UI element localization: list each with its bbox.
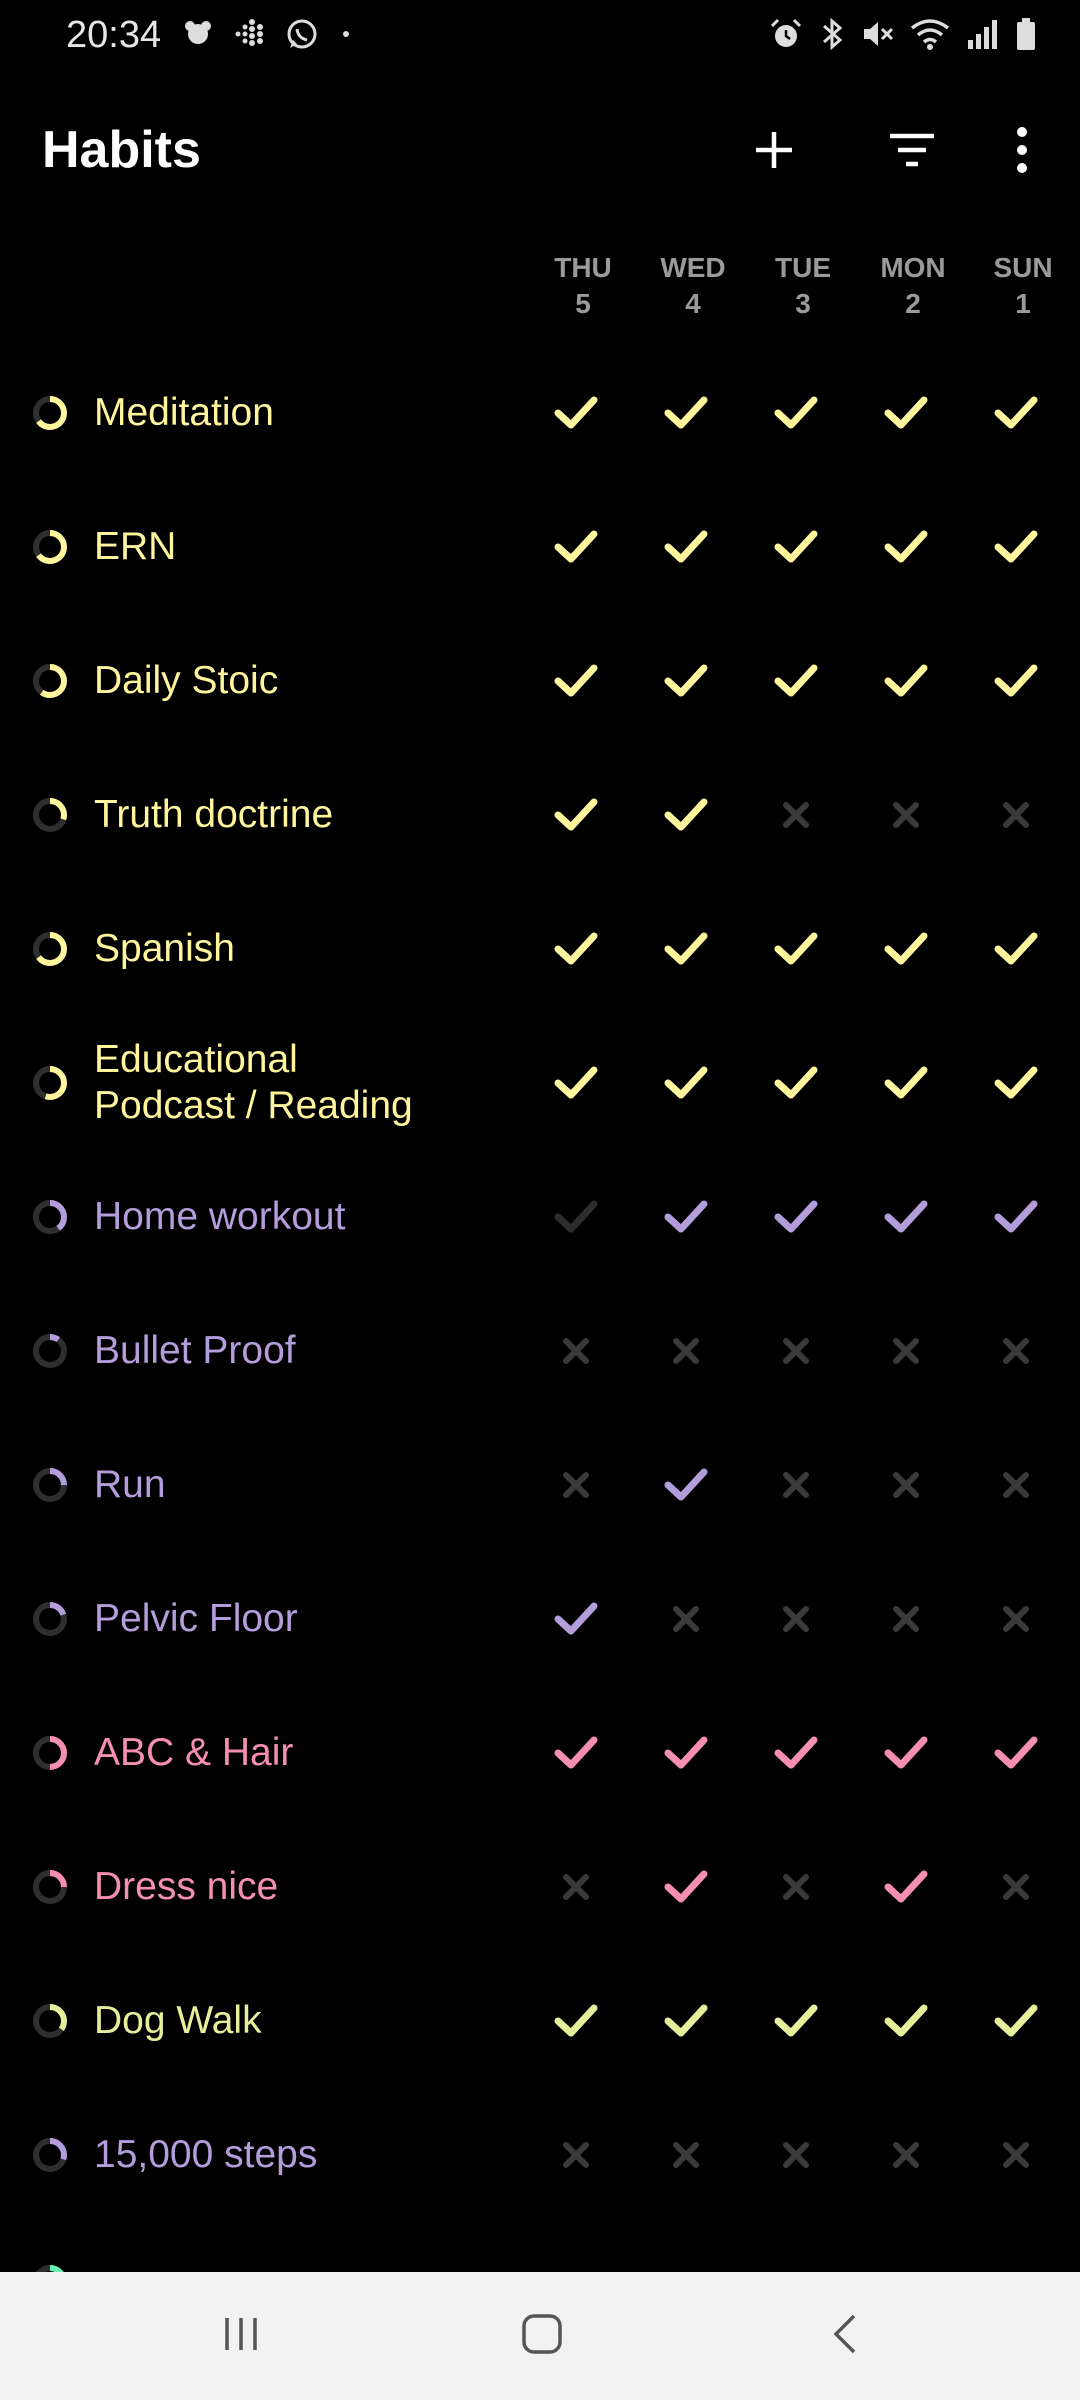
filter-button[interactable] [880,120,944,184]
status-bar [0,0,1080,76]
checkmark-icon[interactable] [766,383,826,443]
cross-icon[interactable] [986,1321,1046,1381]
cross-icon[interactable] [986,1857,1046,1917]
habit-row[interactable] [0,1686,1080,1820]
cross-icon[interactable] [656,2125,716,2185]
habit-score-ring [30,527,70,567]
habit-row[interactable] [0,614,1080,748]
day-number: 1 [1015,288,1031,319]
habit-score-ring [30,661,70,701]
day-column-header [973,250,1073,322]
day-column-header [643,250,743,322]
add-icon [752,128,796,177]
day-name: MON [880,252,946,283]
cross-icon[interactable] [766,2125,826,2185]
back-button[interactable] [810,2300,882,2372]
checkmark-icon[interactable] [986,517,1046,577]
home-icon [518,2310,566,2363]
more-options-button[interactable] [990,120,1054,184]
day-number: 5 [575,288,591,319]
day-number: 4 [685,288,701,319]
checkmark-icon[interactable] [876,1991,936,2051]
checkmark-icon[interactable] [546,1187,606,1247]
habit-row[interactable] [0,1552,1080,1686]
habit-row[interactable] [0,1954,1080,2088]
habit-name[interactable]: Meditation [94,391,274,434]
habit-name[interactable]: Educational Podcast / Reading [94,1038,413,1127]
mute-icon [860,16,896,52]
habit-score-ring [30,929,70,969]
cross-icon[interactable] [876,1455,936,1515]
habit-score-ring [30,1331,70,1371]
habit-row[interactable] [0,882,1080,1016]
day-name: THU [554,252,612,283]
habit-row[interactable] [0,748,1080,882]
checkmark-icon[interactable] [656,919,716,979]
checkmark-icon[interactable] [986,1053,1046,1113]
day-column-header [533,250,633,322]
habit-score-ring [30,393,70,433]
checkmark-icon[interactable] [656,1991,716,2051]
checkmark-icon[interactable] [546,1723,606,1783]
habit-row[interactable] [0,1284,1080,1418]
checkmark-icon[interactable] [876,1857,936,1917]
fitbit-icon [232,16,268,52]
checkmark-icon[interactable] [546,1991,606,2051]
habit-score-ring [30,1465,70,1505]
habit-row[interactable] [0,2088,1080,2222]
checkmark-icon[interactable] [546,517,606,577]
notification-icon [180,16,216,52]
cross-icon[interactable] [876,785,936,845]
day-name: SUN [993,252,1053,283]
dot-icon [336,16,356,52]
checkmark-icon[interactable] [986,383,1046,443]
cross-icon[interactable] [876,1589,936,1649]
cross-icon[interactable] [546,2125,606,2185]
checkmark-icon[interactable] [876,383,936,443]
day-number: 2 [905,288,921,319]
checkmark-icon[interactable] [766,1723,826,1783]
checkmark-icon[interactable] [986,651,1046,711]
status-left-icons [180,16,356,52]
habit-score-ring [30,1197,70,1237]
checkmark-icon[interactable] [546,383,606,443]
cross-icon[interactable] [876,2125,936,2185]
habit-score-ring [30,1063,70,1103]
checkmark-icon[interactable] [766,517,826,577]
checkmark-icon[interactable] [986,1723,1046,1783]
habit-row[interactable] [0,1418,1080,1552]
home-button[interactable] [506,2300,578,2372]
habit-row[interactable] [0,346,1080,480]
checkmark-icon[interactable] [656,651,716,711]
habit-name[interactable]: Pelvic Floor [94,1597,298,1640]
cross-icon[interactable] [766,785,826,845]
checkmark-icon[interactable] [766,1991,826,2051]
cross-icon[interactable] [656,1321,716,1381]
checkmark-icon[interactable] [766,1187,826,1247]
checkmark-icon[interactable] [546,651,606,711]
bluetooth-icon [818,16,846,52]
checkmark-icon[interactable] [656,785,716,845]
habit-name[interactable]: ABC & Hair [94,1731,294,1774]
habit-row[interactable] [0,1150,1080,1284]
alarm-icon [768,16,804,52]
habit-row[interactable] [0,1820,1080,1954]
status-time: 20:34 [66,14,162,56]
cross-icon[interactable] [546,1455,606,1515]
checkmark-icon[interactable] [656,517,716,577]
checkmark-icon[interactable] [546,785,606,845]
cross-icon[interactable] [876,1321,936,1381]
more-icon [1012,126,1032,179]
cross-icon[interactable] [986,1455,1046,1515]
status-right-icons [768,16,1038,52]
cross-icon[interactable] [546,1857,606,1917]
checkmark-icon[interactable] [986,1991,1046,2051]
checkmark-icon[interactable] [656,1455,716,1515]
whatsapp-icon [284,16,320,52]
habit-name[interactable]: Truth doctrine [94,793,334,836]
checkmark-icon[interactable] [656,1187,716,1247]
habit-score-ring [30,1599,70,1639]
habit-score-ring [30,2001,70,2041]
habit-score-ring [30,2135,70,2175]
checkmark-icon[interactable] [546,919,606,979]
habit-name[interactable]: ERN [94,525,177,568]
day-column-header [753,250,853,322]
cross-icon[interactable] [546,1321,606,1381]
habit-row[interactable] [0,480,1080,614]
cross-icon[interactable] [766,1321,826,1381]
wifi-icon [910,16,950,52]
app-bar [0,100,1080,200]
system-nav-bar [0,2272,1080,2400]
checkmark-icon[interactable] [766,919,826,979]
checkmark-icon[interactable] [656,383,716,443]
partial-row-ring [30,2262,70,2272]
checkmark-icon[interactable] [876,919,936,979]
cross-icon[interactable] [766,1455,826,1515]
checkmark-icon[interactable] [876,1723,936,1783]
checkmark-icon[interactable] [766,651,826,711]
cross-icon[interactable] [986,2125,1046,2185]
habit-score-ring [30,1733,70,1773]
cross-icon[interactable] [766,1589,826,1649]
checkmark-icon[interactable] [986,919,1046,979]
battery-icon [1014,16,1038,52]
checkmark-icon[interactable] [876,651,936,711]
checkmark-icon[interactable] [766,1053,826,1113]
habit-name[interactable]: 15,000 steps [94,2133,318,2176]
filter-icon [888,128,936,177]
checkmark-icon[interactable] [656,1857,716,1917]
cross-icon[interactable] [766,1857,826,1917]
cross-icon[interactable] [656,1589,716,1649]
checkmark-icon[interactable] [986,1187,1046,1247]
habit-name[interactable]: Spanish [94,927,235,970]
habit-name[interactable]: Bullet Proof [94,1329,296,1372]
day-name: WED [660,252,726,283]
habit-row[interactable] [0,1016,1080,1150]
cross-icon[interactable] [986,1589,1046,1649]
cross-icon[interactable] [986,785,1046,845]
checkmark-icon[interactable] [656,1053,716,1113]
habit-score-ring [30,1867,70,1907]
habit-name[interactable]: Run [94,1463,166,1506]
day-column-header [863,250,963,322]
habit-name[interactable]: Dress nice [94,1865,279,1908]
habit-name[interactable]: Dog Walk [94,1999,262,2042]
checkmark-icon[interactable] [656,1723,716,1783]
day-number: 3 [795,288,811,319]
day-name: TUE [775,252,831,283]
checkmark-icon[interactable] [546,1589,606,1649]
add-habit-button[interactable] [742,120,806,184]
signal-icon [964,16,1000,52]
checkmark-icon[interactable] [876,1053,936,1113]
habit-name[interactable]: Daily Stoic [94,659,279,702]
recent-apps-icon [219,2312,263,2361]
checkmark-icon[interactable] [876,517,936,577]
recent-apps-button[interactable] [205,2300,277,2372]
habit-name[interactable]: Home workout [94,1195,346,1238]
back-icon [824,2312,868,2361]
page-title: Habits [42,121,201,179]
habit-score-ring [30,795,70,835]
checkmark-icon[interactable] [876,1187,936,1247]
checkmark-icon[interactable] [546,1053,606,1113]
